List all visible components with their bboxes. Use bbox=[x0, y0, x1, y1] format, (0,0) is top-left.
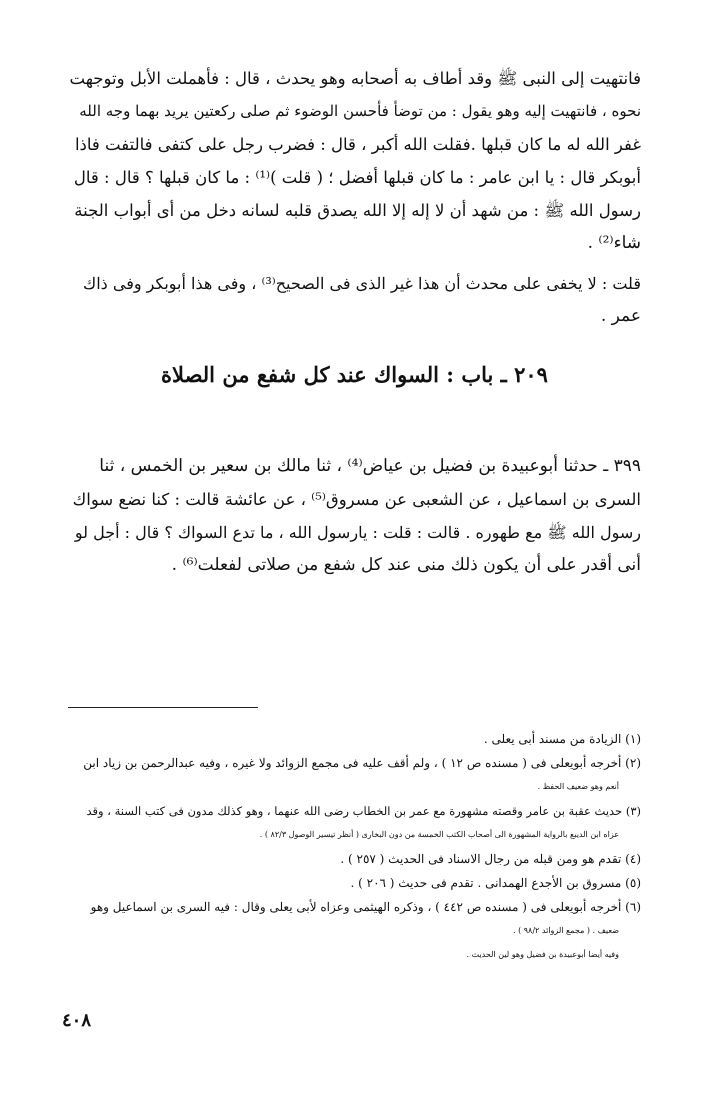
section-heading: ٢٠٩ ـ باب : السواك عند كل شفع من الصلاة bbox=[161, 362, 548, 387]
text-line: أنى أقدر على أن يكون ذلك منى عند كل شفع من صلاتى لفعلت⁽⁶⁾ . bbox=[171, 555, 641, 575]
footnote-line: (١) الزيادة من مسند أبى يعلى . bbox=[483, 732, 641, 746]
text-line: السرى بن اسماعيل ، عن الشعبى عن مسروق⁽⁵⁾ ، عن عائشة قالت : كنا نضع سواك bbox=[72, 490, 641, 509]
footnote-line: عزاه ابن الديبع بالرواية المشهورة الى أصحاب الكتب الخمسة من دون البخارى ( أنظر تيسير الوصول ٨٢/٣ ) . bbox=[259, 830, 619, 839]
text-line: نحوه ، فانتهيت إليه وهو يقول : من توضأ فأحسن الوضوء ثم صلى ركعتين يريد بهما وجه الله bbox=[79, 102, 641, 120]
text-line: قلت : لا يخفى على محدث أن هذا غير الذى فى الصحيح⁽³⁾ ، وفى هذا أبوبكر وفى ذاك bbox=[83, 274, 641, 293]
hadith-399-paragraph bbox=[68, 450, 641, 582]
footnote-line: (٦) أخرجه أبويعلى فى ( مسنده ص ٤٤٢ ) ، وذكره الهيثمى وعزاه لأبى يعلى وقال : فيه السرى بن اسماعيل وهو bbox=[90, 900, 641, 914]
footnote-line: وفيه أيضا أبوعبيدة بن فضيل وهو لين الحديث . bbox=[466, 950, 619, 959]
footnote-line: أنعم وهو ضعيف الحفظ . bbox=[537, 782, 619, 791]
text-line: غفر الله له ما كان قبلها .فقلت الله أكبر ، قال : فضرب رجل على كتفى فالتفت فاذا bbox=[74, 135, 641, 154]
text-line: شاء⁽²⁾ . bbox=[587, 233, 641, 253]
footnote-line: (٥) مسروق بن الأجدع الهمدانى . تقدم فى حديث ( ٢٠٦ ) . bbox=[350, 876, 641, 890]
text-line: ٣٩٩ ـ حدثنا أبوعبيدة بن فضيل بن عياض⁽⁴⁾ ، ثنا مالك بن سعير بن الخمس ، ثنا bbox=[99, 456, 641, 476]
text-line: عمر . bbox=[600, 306, 641, 326]
footnote-divider bbox=[68, 707, 258, 708]
footnote-line: ضعيف . ( مجمع الزوائد ٩٨/٢ ) . bbox=[513, 926, 619, 935]
text-line: أبوبكر قال : يا ابن عامر : ما كان قبلها أفضل ؛ ( قلت )⁽¹⁾ : ما كان قبلها ؟ قال : قال bbox=[73, 168, 641, 187]
text-line: رسول الله ﷺ مع طهوره . قالت : قلت : يارسول الله ، ما تدع السواك ؟ قال : أجل لو bbox=[74, 523, 641, 542]
author-comment-paragraph bbox=[68, 267, 641, 333]
page-number: ٤٠٨ bbox=[62, 1010, 92, 1031]
text-line: فانتهيت إلى النبى ﷺ وقد أطاف به أصحابه وهو يحدث ، قال : فأهملت الأبل وتوجهت bbox=[69, 69, 641, 88]
footnote-line: (٣) حديث عقبة بن عامر وقصته مشهورة مع عمر بن الخطاب رضى الله عنهما ، وهو كذلك مدون فى كتب السنة ، وقد bbox=[86, 804, 641, 818]
hadith-paragraph-1 bbox=[68, 62, 641, 260]
footnote-line: (٤) تقدم هو ومن قبله من رجال الاسناد فى الحديث ( ٢٥٧ ) . bbox=[340, 852, 641, 866]
footnote-line: (٢) أخرجه أبويعلى فى ( مسنده ص ١٢ ) ، ولم أقف عليه فى مجمع الزوائد ولا غيره ، وفيه عبدالرحمن بن زياد ابن bbox=[83, 756, 641, 770]
footnotes-section bbox=[68, 727, 641, 967]
text-line: رسول الله ﷺ : من شهد أن لا إله إلا الله يصدق قلبه لسانه دخل من أى أبواب الجنة bbox=[74, 201, 641, 220]
